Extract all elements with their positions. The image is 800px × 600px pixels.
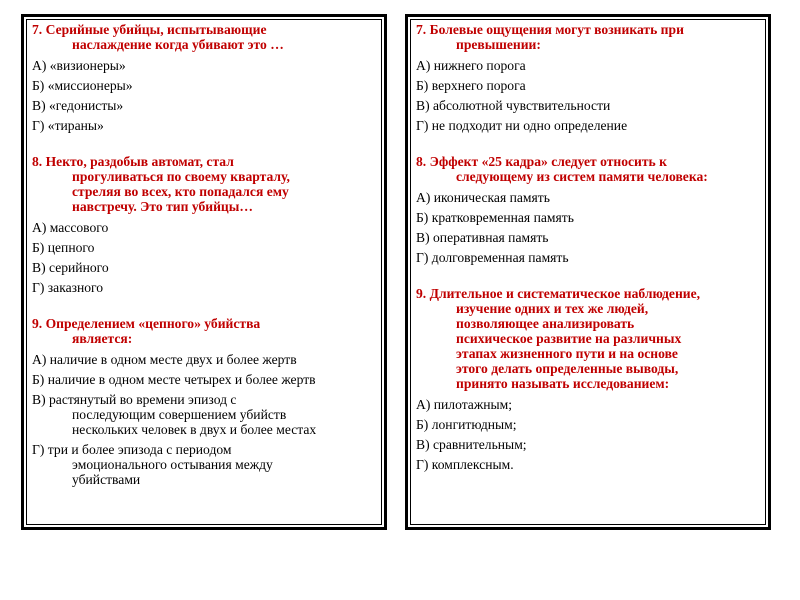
answer-option: Г) долговременная память [416,250,569,265]
answer-option: Б) верхнего порога [416,78,526,93]
question-line: 7. Серийные убийцы, испытывающие [32,22,267,37]
question-line: навстречу. Это тип убийцы… [72,199,253,214]
answer-option: Б) наличие в одном месте четырех и более жертв [32,372,316,387]
question-9-right [416,286,761,391]
answer-option: В) оперативная память [416,230,549,245]
question-line: является: [72,331,133,346]
answer-option: Б) кратковременная память [416,210,574,225]
question-line: 9. Определением «цепного» убийства [32,316,261,331]
answer-option: А) наличие в одном месте двух и более жертв [32,352,297,367]
answer-option: А) пилотажным; [416,397,513,412]
question-7-right [416,22,761,52]
question-line: этого делать определенные выводы, [456,361,679,376]
question-9-left [32,316,377,346]
question-line: превышении: [456,37,541,52]
question-line: прогуливаться по своему кварталу, [72,169,290,184]
answer-option: Б) цепного [32,240,95,255]
answer-option: Г) «тираны» [32,118,104,133]
right-question-card [405,14,771,530]
question-line: этапах жизненного пути и на основе [456,346,678,361]
option-line: убийствами [72,472,141,487]
answer-option: В) «гедонисты» [32,98,124,113]
question-line: стреляя во всех, кто попадался ему [72,184,289,199]
answer-option: Г) заказного [32,280,104,295]
question-line: 8. Некто, раздобыв автомат, стал [32,154,234,169]
answer-option: В) серийного [32,260,109,275]
answer-option: В) сравнительным; [416,437,527,452]
answer-option: Г) не подходит ни одно определение [416,118,628,133]
question-line: наслаждение когда убивают это … [72,37,284,52]
question-line: 9. Длительное и систематическое наблюдение, [416,286,701,301]
option-line: эмоционального остывания между [72,457,273,472]
question-7-left [32,22,377,52]
option-line: В) растянутый во времени эпизод с [32,392,237,407]
option-line: нескольких человек в двух и более местах [72,422,317,437]
left-question-card [21,14,387,530]
question-line: психическое развитие на различных [456,331,682,346]
question-line: 7. Болевые ощущения могут возникать при [416,22,684,37]
question-line: 8. Эффект «25 кадра» следует относить к [416,154,667,169]
question-8-right [416,154,761,184]
answer-option: Г) комплексным. [416,457,514,472]
answer-option: В) абсолютной чувствительности [416,98,611,113]
question-line: следующему из систем памяти человека: [456,169,708,184]
question-line: изучение одних и тех же людей, [456,301,649,316]
answer-option: А) иконическая память [416,190,550,205]
answer-option [32,392,377,437]
question-8-left [32,154,377,214]
answer-option: А) нижнего порога [416,58,526,73]
option-line: последующим совершением убийств [72,407,287,422]
answer-option [32,442,377,487]
option-line: Г) три и более эпизода с периодом [32,442,232,457]
answer-option: Б) лонгитюдным; [416,417,517,432]
answer-option: А) массового [32,220,109,235]
answer-option: А) «визионеры» [32,58,126,73]
question-line: принято называть исследованием: [456,376,670,391]
question-line: позволяющее анализировать [456,316,635,331]
answer-option: Б) «миссионеры» [32,78,133,93]
